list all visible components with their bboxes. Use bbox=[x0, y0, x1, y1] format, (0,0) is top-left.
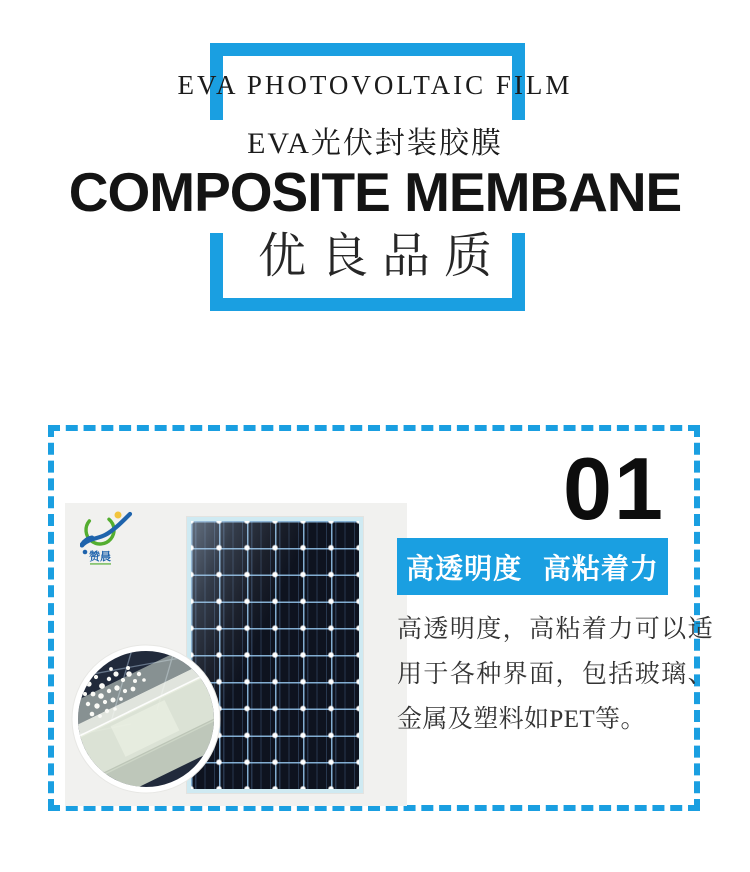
logo-sun-dot-icon bbox=[115, 512, 122, 519]
header-quality-label: 优良品质 bbox=[257, 230, 506, 283]
feature-banner-title: 高透明度 高粘着力 bbox=[406, 552, 659, 584]
header-subtitle-cn: EVA光伏封装胶膜 bbox=[247, 127, 503, 160]
header-title-main: COMPOSITE MEMBANE bbox=[68, 161, 682, 223]
product-photo bbox=[65, 503, 407, 806]
feature-banner bbox=[397, 538, 668, 595]
logo-text: 赞晨 bbox=[89, 551, 111, 563]
feature-section bbox=[48, 425, 713, 811]
eva-film-inset-image bbox=[71, 644, 221, 794]
header-title-en: EVA PHOTOVOLTAIC FILM bbox=[177, 70, 573, 100]
brand-logo-icon bbox=[80, 509, 150, 571]
feature-number: 01 bbox=[563, 439, 665, 538]
feature-description: 高透明度，高粘着力可以适用于各种界面，包括玻璃、金属及塑料如PET等。 bbox=[397, 616, 713, 733]
